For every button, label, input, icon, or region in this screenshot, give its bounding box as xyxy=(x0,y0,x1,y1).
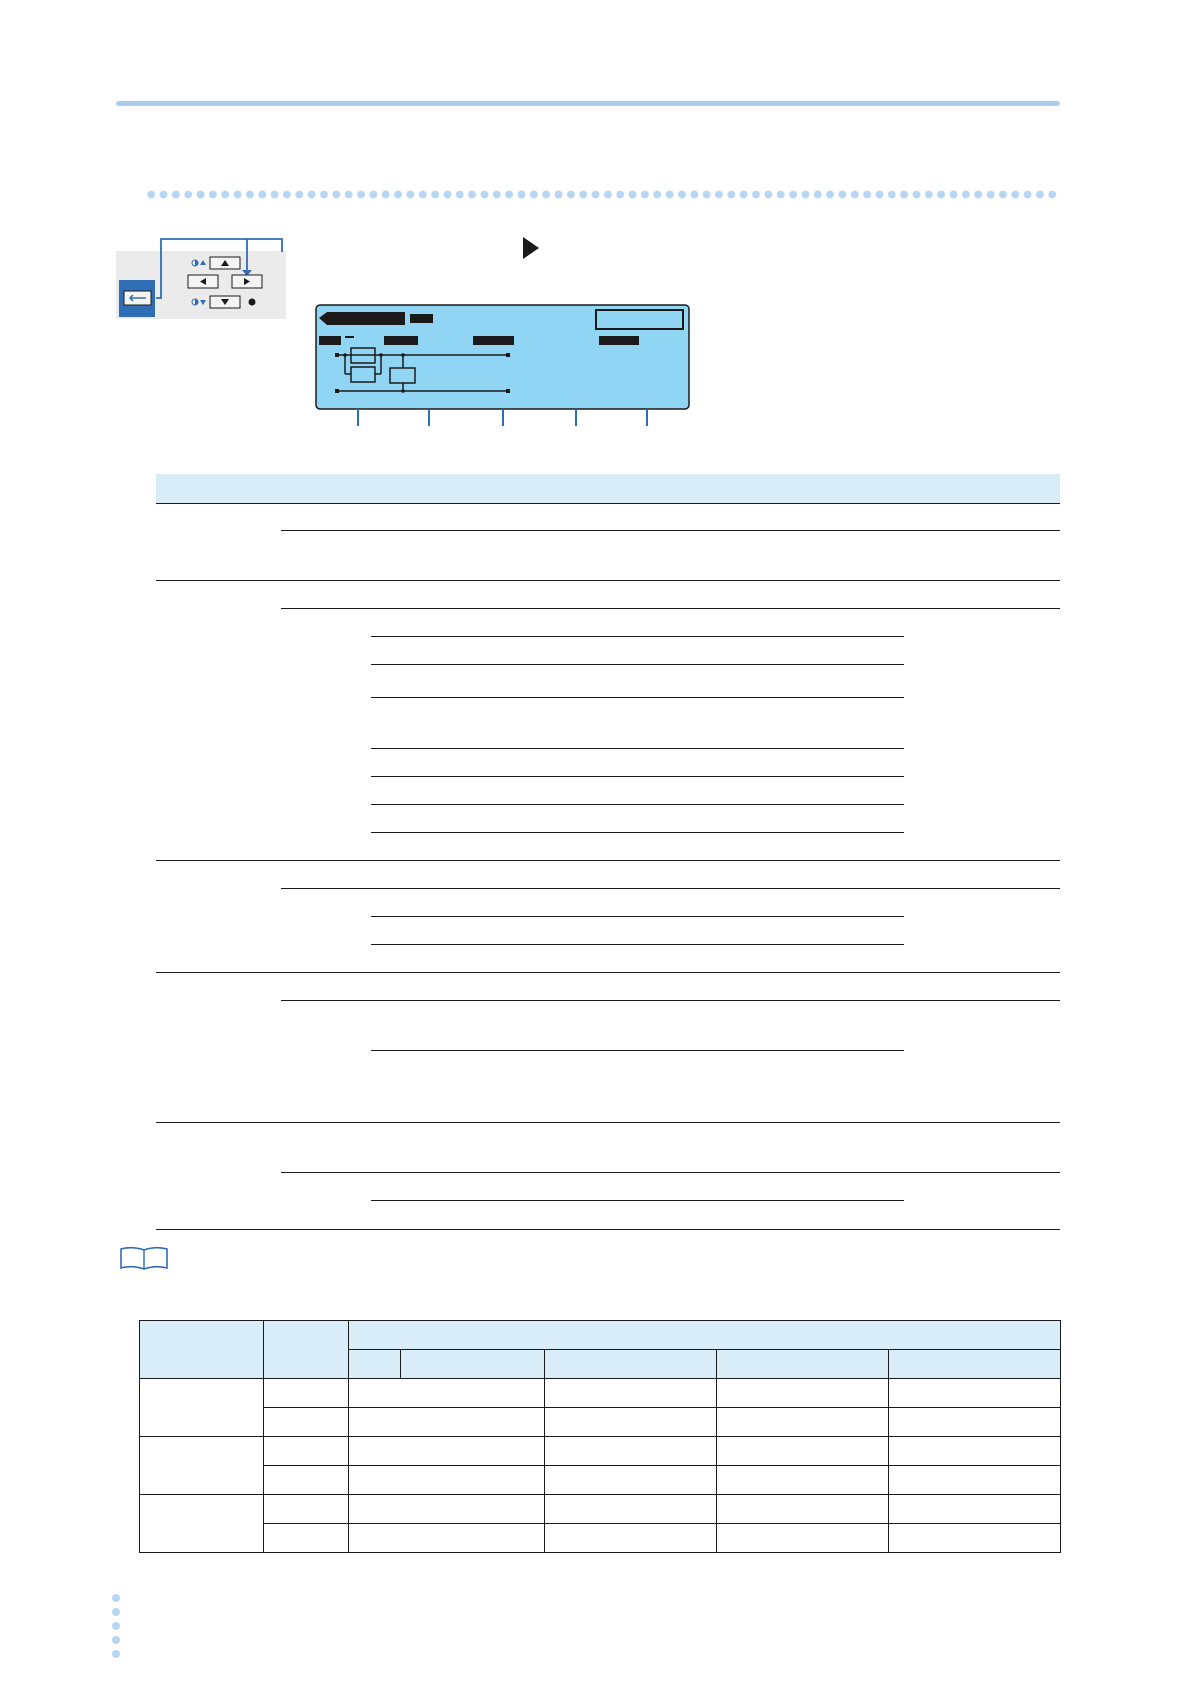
lcd-callout-mark-4 xyxy=(575,409,577,426)
margin-dot xyxy=(112,1608,120,1616)
table-detail-row xyxy=(371,697,904,698)
table-row xyxy=(281,888,1060,889)
table-row xyxy=(281,1000,1060,1001)
up-arrow-key-icon xyxy=(210,257,240,269)
table-row xyxy=(140,1379,1061,1408)
section-dot-separator xyxy=(145,190,1060,199)
table-row xyxy=(140,1437,1061,1466)
table-detail-row xyxy=(371,944,904,945)
table-detail-row xyxy=(371,1050,904,1051)
reference-table-header-cell xyxy=(348,1350,400,1379)
reference-table xyxy=(139,1320,1061,1553)
table-detail-row xyxy=(371,664,904,665)
table-row xyxy=(140,1466,1061,1495)
margin-dot xyxy=(112,1636,120,1644)
table-detail-row xyxy=(371,832,904,833)
margin-dot xyxy=(112,1650,120,1658)
table-row xyxy=(140,1408,1061,1437)
reference-table-header-cell xyxy=(348,1321,1060,1350)
reference-table-header-cell xyxy=(717,1350,889,1379)
settings-table-header xyxy=(156,474,1060,504)
table-detail-row xyxy=(371,916,904,917)
table-detail-row xyxy=(371,636,904,637)
reference-table-header-cell xyxy=(889,1350,1061,1379)
reference-table-header-cell xyxy=(263,1321,348,1379)
table-row xyxy=(281,530,1060,531)
table-row xyxy=(281,1172,1060,1173)
reference-table-header-cell xyxy=(140,1321,264,1379)
table-group-divider xyxy=(156,1229,1060,1230)
lcd-callout-mark-5 xyxy=(646,409,648,426)
table-group-divider xyxy=(156,580,1060,581)
control-panel-illustration xyxy=(116,234,286,319)
enter-key-icon xyxy=(124,291,151,305)
reference-table-header-cell xyxy=(544,1350,717,1379)
lcd-callout-mark-3 xyxy=(502,409,504,426)
table-group-divider xyxy=(156,972,1060,973)
table-group-divider xyxy=(156,860,1060,861)
reference-table-header-cell xyxy=(401,1350,545,1379)
table-row xyxy=(281,608,1060,609)
down-arrow-key-icon xyxy=(210,296,240,308)
indicator-dot-icon xyxy=(249,299,256,306)
margin-dot xyxy=(112,1622,120,1630)
table-detail-row xyxy=(371,804,904,805)
table-row xyxy=(140,1524,1061,1553)
lcd-callout-mark-1 xyxy=(357,409,359,426)
table-detail-row xyxy=(371,748,904,749)
header-accent-rule xyxy=(116,101,1060,106)
lcd-callout-mark-2 xyxy=(428,409,430,426)
lcd-back-tab xyxy=(319,312,405,325)
table-detail-row xyxy=(371,1200,904,1201)
right-arrow-key-icon xyxy=(232,275,262,288)
left-arrow-key-icon xyxy=(188,275,218,288)
margin-dot xyxy=(112,1594,120,1602)
table-row xyxy=(140,1495,1061,1524)
table-group-divider xyxy=(156,1122,1060,1123)
open-book-icon xyxy=(118,1245,170,1271)
play-triangle-icon xyxy=(523,237,539,259)
table-detail-row xyxy=(371,776,904,777)
